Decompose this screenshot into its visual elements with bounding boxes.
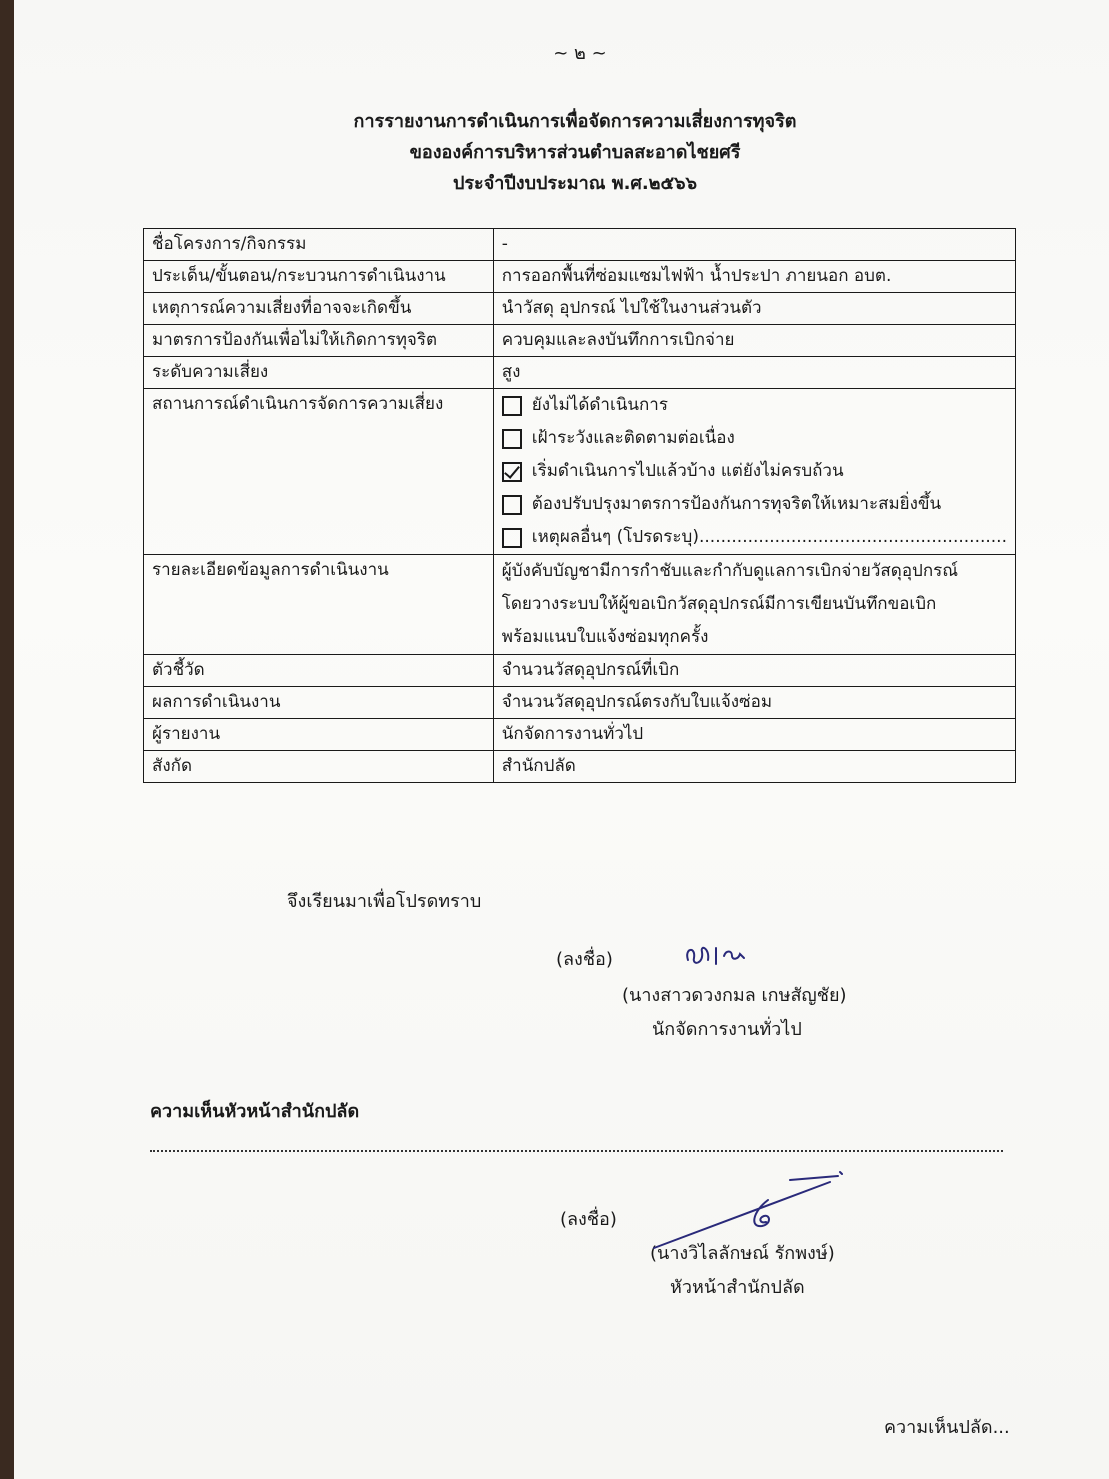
risk-report-table	[143, 228, 1016, 783]
table-row	[144, 389, 1016, 555]
table-row	[144, 325, 1016, 357]
risk-event-value: นำวัสดุ อุปกรณ์ ไปใช้ในงานส่วนตัว	[493, 293, 1015, 325]
detail-line: ผู้บังคับบัญชามีการกำชับและกำกับดูแลการเบิกจ่ายวัสดุอุปกรณ์	[501, 561, 959, 581]
status-option-label: ต้องปรับปรุงมาตรการป้องกันการทุจริตให้เหมาะสมยิ่งขึ้น	[531, 494, 942, 514]
status-option-label: เหตุผลอื่นๆ (โปรดระบุ).........................................................	[531, 527, 1007, 547]
project-label: ชื่อโครงการ/กิจกรรม	[144, 229, 494, 261]
opinion-heading: ความเห็นหัวหน้าสำนักปลัด	[150, 1101, 360, 1122]
detail-label: รายละเอียดข้อมูลการดำเนินงาน	[144, 555, 494, 655]
checkbox-icon[interactable]	[502, 528, 522, 548]
title-line-1: การรายงานการดำเนินการเพื่อจัดการความเสี่ยงการทุจริต	[353, 111, 797, 132]
risk-level-value: สูง	[493, 357, 1015, 389]
table-row	[144, 555, 1016, 655]
opinion-dotted-line	[150, 1150, 1003, 1152]
affiliation-label: สังกัด	[144, 751, 494, 783]
detail-line: พร้อมแนบใบแจ้งซ่อมทุกครั้ง	[501, 627, 709, 647]
table-row	[144, 261, 1016, 293]
issue-value: การออกพื้นที่ซ่อมแซมไฟฟ้า น้ำประปา ภายนอก อบต.	[493, 261, 1015, 293]
status-option	[502, 488, 1007, 521]
signer-name: (นางวิไลลักษณ์ รักพงษ์)	[650, 1243, 835, 1264]
indicator-label: ตัวชี้วัด	[144, 655, 494, 687]
status-option	[502, 389, 1007, 422]
status-option-label: เฝ้าระวังและติดตามต่อเนื่อง	[531, 428, 735, 448]
signature-label: (ลงชื่อ)	[556, 949, 613, 970]
signature-label: (ลงชื่อ)	[560, 1209, 617, 1230]
status-option	[502, 521, 1007, 554]
document-title	[0, 106, 1109, 199]
risk-level-label: ระดับความเสี่ยง	[144, 357, 494, 389]
table-row	[144, 357, 1016, 389]
status-options	[493, 389, 1015, 555]
signer-position: หัวหน้าสำนักปลัด	[670, 1277, 805, 1298]
detail-value	[493, 555, 1015, 655]
project-value: -	[493, 229, 1015, 261]
affiliation-value: สำนักปลัด	[493, 751, 1015, 783]
checked-checkbox-icon[interactable]	[502, 462, 522, 482]
handwritten-signature-1	[680, 940, 760, 970]
title-line-2: ขององค์การบริหารส่วนตำบลสะอาดไชยศรี	[409, 142, 741, 163]
status-option	[502, 422, 1007, 455]
detail-line: โดยวางระบบให้ผู้ขอเบิกวัสดุอุปกรณ์มีการเขียนบันทึกขอเบิก	[501, 594, 937, 614]
table-row	[144, 293, 1016, 325]
indicator-value: จำนวนวัสดุอุปกรณ์ที่เบิก	[493, 655, 1015, 687]
status-option	[502, 455, 1007, 488]
title-line-3: ประจำปีงบประมาณ พ.ศ.๒๕๖๖	[452, 173, 698, 194]
checkbox-icon[interactable]	[502, 429, 522, 449]
result-label: ผลการดำเนินงาน	[144, 687, 494, 719]
table-row	[144, 229, 1016, 261]
status-option-label: ยังไม่ได้ดำเนินการ	[531, 395, 668, 415]
reporter-value: นักจัดการงานทั่วไป	[493, 719, 1015, 751]
table-row	[144, 751, 1016, 783]
reporter-label: ผู้รายงาน	[144, 719, 494, 751]
checkbox-icon[interactable]	[502, 396, 522, 416]
issue-label: ประเด็น/ขั้นตอน/กระบวนการดำเนินงาน	[144, 261, 494, 293]
table-row	[144, 719, 1016, 751]
closing-text: จึงเรียนมาเพื่อโปรดทราบ	[287, 891, 482, 912]
measure-value: ควบคุมและลงบันทึกการเบิกจ่าย	[493, 325, 1015, 357]
risk-event-label: เหตุการณ์ความเสี่ยงที่อาจจะเกิดขึ้น	[144, 293, 494, 325]
signer-name: (นางสาวดวงกมล เกษสัญชัย)	[622, 985, 847, 1006]
handwritten-signature-2	[640, 1170, 850, 1260]
continued-footer: ความเห็นปลัด...	[884, 1417, 1010, 1438]
status-label: สถานการณ์ดำเนินการจัดการความเสี่ยง	[144, 389, 494, 555]
signer-position: นักจัดการงานทั่วไป	[652, 1019, 802, 1040]
page-number: ~ ๒ ~	[553, 43, 607, 64]
checkbox-icon[interactable]	[502, 495, 522, 515]
table-row	[144, 687, 1016, 719]
result-value: จำนวนวัสดุอุปกรณ์ตรงกับใบแจ้งซ่อม	[493, 687, 1015, 719]
measure-label: มาตรการป้องกันเพื่อไม่ให้เกิดการทุจริต	[144, 325, 494, 357]
status-option-label: เริ่มดำเนินการไปแล้วบ้าง แต่ยังไม่ครบถ้วน	[531, 461, 844, 481]
table-row	[144, 655, 1016, 687]
